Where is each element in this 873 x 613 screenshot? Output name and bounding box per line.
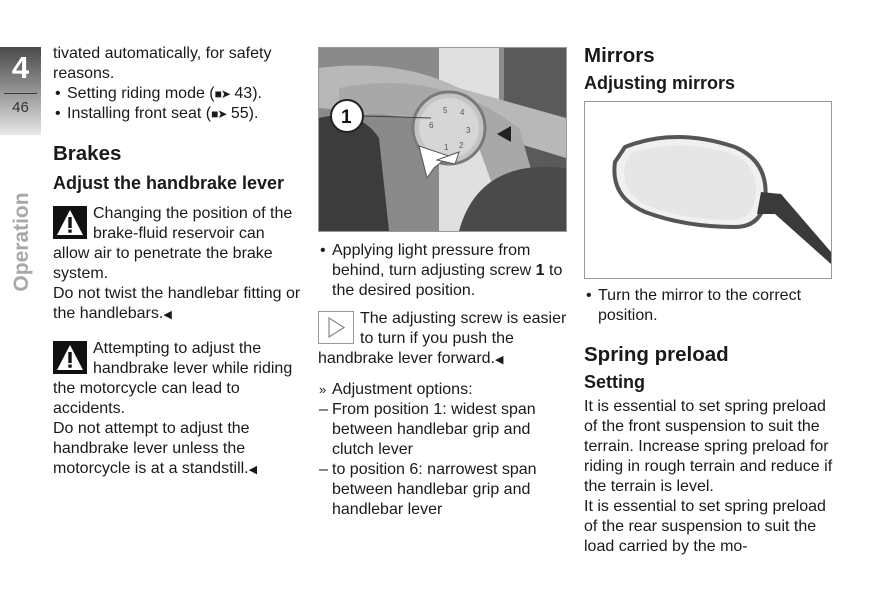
note-text: The adjusting screw is easier to turn if you push the handbrake lever forward. ◀ bbox=[318, 309, 568, 370]
dial-number: 3 bbox=[466, 126, 471, 135]
dial-number: 4 bbox=[460, 108, 465, 117]
figure-callout: 1 bbox=[341, 107, 352, 128]
chapter-tab bbox=[0, 47, 41, 135]
xref-item[interactable]: • Setting riding mode (■➤ 43). bbox=[53, 84, 303, 104]
column-2 bbox=[318, 47, 568, 520]
warning-text: Changing the position of the brake-fluid reservoir can allow air to penetrate the brake system. bbox=[53, 205, 293, 282]
xref-item[interactable]: • Installing front seat (■➤ 55). bbox=[53, 104, 303, 124]
subsection-heading: Setting bbox=[584, 372, 645, 392]
warning-instruction: Do not attempt to adjust the handbrake lever unless the motorcycle is at a standstill. ◀ bbox=[53, 419, 303, 480]
chapter-number: 4 bbox=[11, 50, 30, 85]
warning-triangle-icon bbox=[53, 206, 87, 239]
subsection-heading: Adjust the handbrake lever bbox=[53, 173, 285, 193]
column-1 bbox=[53, 44, 303, 480]
note-block bbox=[318, 309, 568, 370]
option-item: – to position 6: narrowest span between handlebar grip and handlebar lever bbox=[318, 460, 568, 520]
section-heading: Mirrors bbox=[584, 44, 655, 67]
dial-number: 6 bbox=[429, 121, 434, 130]
section-heading: Brakes bbox=[53, 142, 122, 165]
result-label: » Adjustment options: bbox=[318, 380, 568, 400]
page-number: 46 bbox=[12, 99, 29, 116]
arrow-ref-icon: ■➤ bbox=[211, 107, 227, 121]
step-item: • Applying light pressure from behind, turn adjusting screw 1 to the desired position. bbox=[318, 241, 568, 301]
subsection-heading: Adjusting mirrors bbox=[584, 73, 736, 93]
step-item: • Turn the mirror to the correct position. bbox=[584, 286, 834, 326]
section-heading: Spring preload bbox=[584, 343, 729, 366]
column-3 bbox=[584, 44, 834, 557]
body-paragraph: It is essential to set spring preload of the rear suspension to suit the load carried by the mo- bbox=[584, 498, 826, 555]
warning-block bbox=[53, 204, 303, 325]
warning-block bbox=[53, 339, 303, 480]
body-paragraph: It is essential to set spring preload of the front suspension to suit the terrain. Increase spring preload for riding in rough terrain and reduce if the terrain is level. bbox=[584, 398, 833, 495]
note-play-icon bbox=[318, 311, 354, 344]
dial-number: 2 bbox=[459, 141, 464, 150]
option-item: – From position 1: widest span between handlebar grip and clutch lever bbox=[318, 400, 568, 460]
arrow-ref-icon: ■➤ bbox=[214, 87, 230, 101]
warning-text: Attempting to adjust the handbrake lever while riding the motorcycle can lead to accidents. bbox=[53, 340, 293, 417]
section-label: Operation bbox=[10, 192, 33, 292]
tab-divider bbox=[4, 93, 37, 94]
dial-number: 5 bbox=[443, 106, 448, 115]
warning-triangle-icon bbox=[53, 341, 87, 374]
dial-number: 1 bbox=[444, 143, 449, 152]
intro-text: tivated automatically, for safety reasons. bbox=[53, 45, 272, 82]
handbrake-adjuster-figure bbox=[318, 47, 567, 232]
mirror-figure bbox=[584, 101, 832, 279]
warning-instruction: Do not twist the handlebar fitting or the handlebars. ◀ bbox=[53, 284, 303, 325]
